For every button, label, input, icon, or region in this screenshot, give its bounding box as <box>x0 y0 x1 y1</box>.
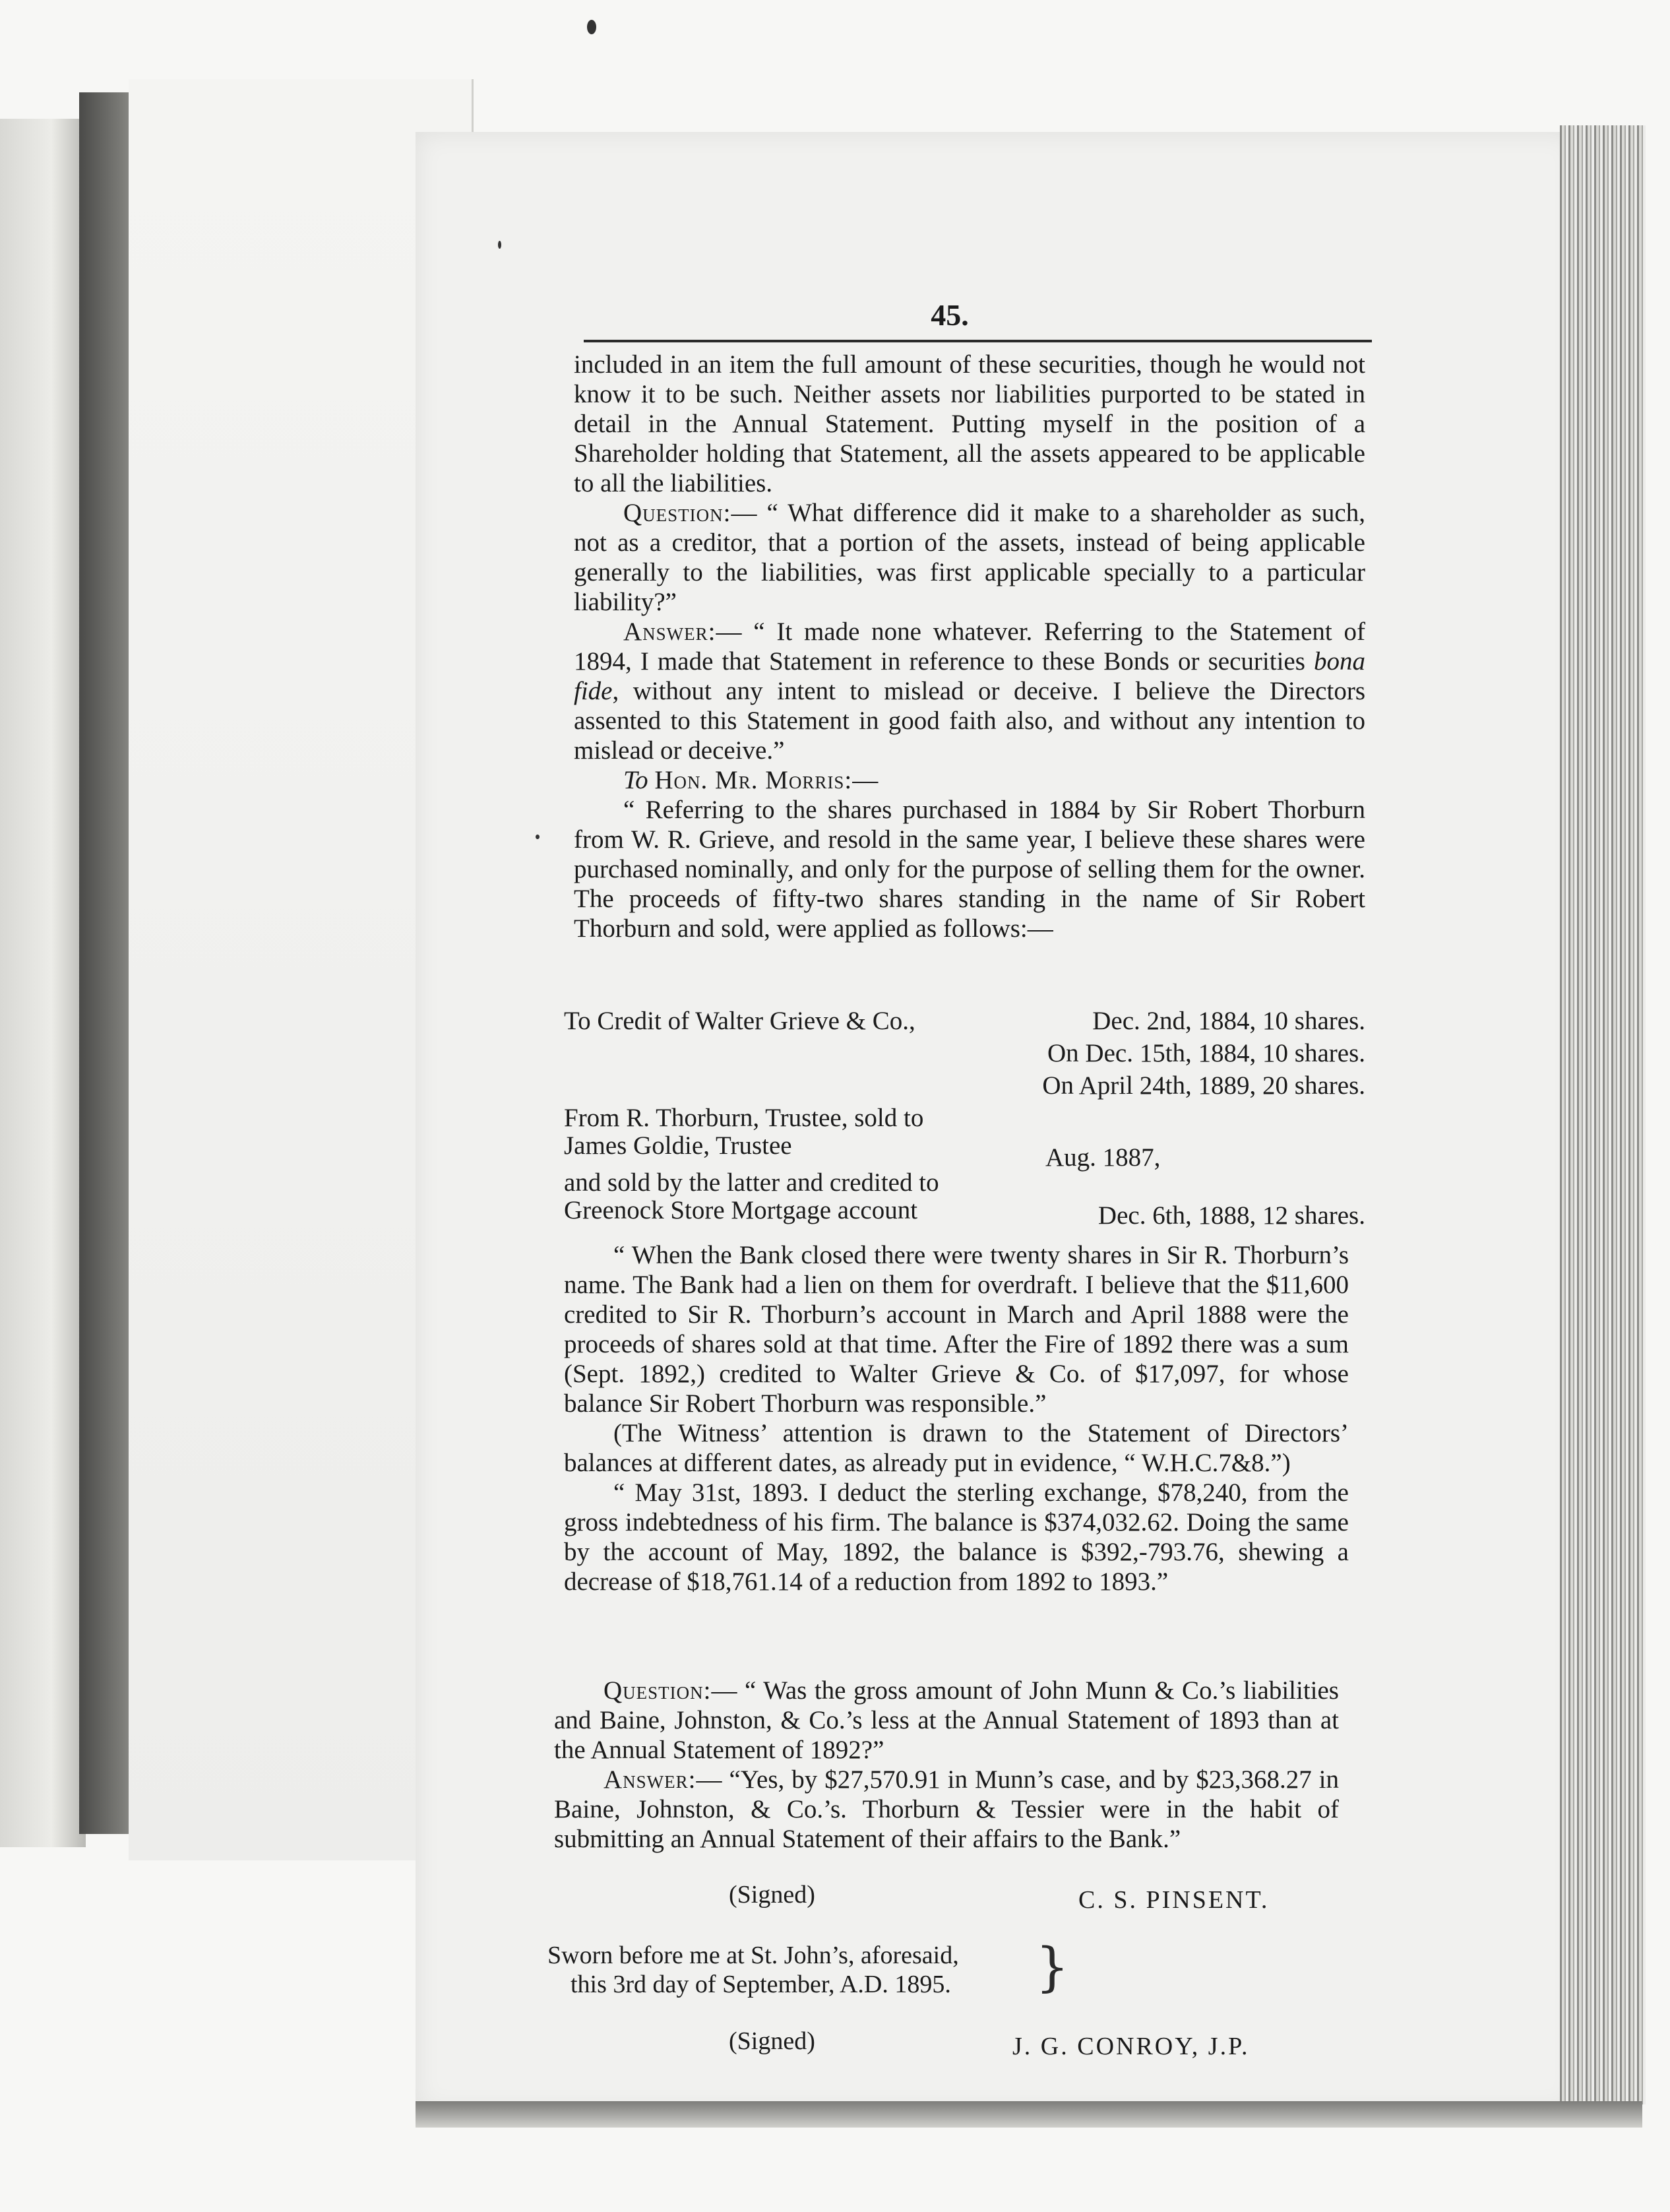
header-rule <box>584 340 1372 342</box>
body-text-middle <box>564 1240 1349 1596</box>
jp-signature: J. G. CONROY, J.P. <box>1012 2033 1250 2060</box>
credit-row <box>564 1038 1365 1071</box>
credit-row <box>564 1131 1365 1172</box>
credit-row-left: Greenock Store Mortgage account <box>564 1196 918 1224</box>
left-page-edge <box>0 119 86 1847</box>
signature-block <box>547 1880 1339 2098</box>
question-label: Question: <box>603 1676 712 1705</box>
question-paragraph <box>554 1676 1339 1765</box>
address-to: To <box>623 766 648 794</box>
paragraph: “ When the Bank closed there were twenty shares in Sir R. Thorburn’s name. The Bank had a lien on them for overdraft. I believe that the $11,600 credited to Sir R. Thorburn’s account in March and April 1888 were the proceeds of shares sold at that time. After the Fire of 1892 there was a sum (Sept. 1892,) credited to Walter Grieve & Co. of $17,097, for whose balance Sir Robert Thorburn was responsible.” <box>564 1241 1349 1418</box>
body-text-upper <box>574 350 1365 943</box>
credit-list <box>564 1006 1365 1228</box>
sworn-line: this 3rd day of September, A.D. 1895. <box>571 1971 951 1998</box>
credit-row <box>564 1006 1365 1038</box>
credit-row-left: From R. Thorburn, Trustee, sold to <box>564 1104 924 1132</box>
scan-speck <box>587 20 596 34</box>
answer-label: Answer: <box>623 617 716 646</box>
credit-row-left: James Goldie, Trustee <box>564 1131 792 1160</box>
paragraph: included in an item the full amount of these securities, though he would not know it to be such. Neither assets nor liabilities purported to be stated in detail in the Annual Statement. Putting myself in the position of a Shareholder holding that Statement, all the assets appeared to be applicable to all the liabilities. <box>574 350 1365 497</box>
credit-row-right: Dec. 2nd, 1884, 10 shares. <box>1092 1007 1365 1035</box>
bottom-edge-shadow <box>416 2101 1642 2128</box>
address-line <box>574 765 1365 795</box>
signed-label: (Signed) <box>729 2027 815 2055</box>
credit-row-right: On April 24th, 1889, 20 shares. <box>1042 1071 1365 1100</box>
credit-row-right: On Dec. 15th, 1884, 10 shares. <box>1047 1039 1365 1067</box>
paragraph: (The Witness’ attention is drawn to the Statement of Directors’ balances at different dates, as already put in evidence, “ W.H.C.7&8.”) <box>564 1419 1349 1477</box>
paragraph: “ Referring to the shares purchased in 1884 by Sir Robert Thorburn from W. R. Grieve, and resold in the same year, I believe these shares were purchased nominally, and only for the purpose of selling them for the owner. The proceeds of fifty-two shares standing in the name of Sir Robert Thorburn and sold, were applied as follows:— <box>574 796 1365 943</box>
answer-text: — “ It made none whatever. Referring to the Statement of 1894, I made that Statement in reference to these Bonds or securities <box>574 617 1365 676</box>
credit-row <box>564 1168 1365 1195</box>
signed-label: (Signed) <box>729 1881 815 1909</box>
answer-paragraph <box>574 617 1365 765</box>
page-block-edges <box>1560 125 1646 2104</box>
question-label: Question: <box>623 499 731 527</box>
brace-symbol: } <box>1036 1936 1069 1998</box>
paragraph: “ May 31st, 1893. I deduct the sterling exchange, $78,240, from the gross indebtedness of his firm. The balance is $374,032.62. Doing the same by the account of May, 1892, the balance is $392,-793.76, shewing a decrease of $18,761.14 of a reduction from 1892 to 1893.” <box>564 1478 1349 1596</box>
credit-row-date: Aug. 1887, <box>1045 1143 1161 1172</box>
credit-row-left: To Credit of Walter Grieve & Co., <box>564 1007 915 1035</box>
credit-row-right: Dec. 6th, 1888, 12 shares. <box>1098 1201 1365 1230</box>
answer-label: Answer: <box>603 1765 696 1794</box>
question-text: — “ What difference did it make to a shareholder as such, not as a creditor, that a portion of the assets, instead of being applicable generally to the liabilities, was first applicable specially to a particular liability?” <box>574 499 1365 616</box>
credit-row <box>564 1103 1365 1131</box>
question-text: — “ Was the gross amount of John Munn & Co.’s liabilities and Baine, Johnston, & Co.’s less at the Annual Statement of 1893 than at the Annual Statement of 1892?” <box>554 1676 1339 1764</box>
credit-row <box>564 1071 1365 1103</box>
answer-text: , without any intent to mislead or deceive. I believe the Directors assented to this Statement in good faith also, and without any intention to mislead or deceive.” <box>574 677 1365 765</box>
answer-text: — “Yes, by $27,570.91 in Munn’s case, and by $23,368.27 in Baine, Johnston, & Co.’s. Thorburn & Tessier were in the habit of submitting an Annual Statement of their affairs to the Bank.” <box>554 1765 1339 1853</box>
page-number: 45. <box>931 298 969 332</box>
italic-phrase: bona fide <box>574 647 1365 705</box>
address-name: Hon. Mr. Morris: <box>654 766 853 794</box>
question-paragraph <box>574 498 1365 617</box>
answer-paragraph <box>554 1765 1339 1854</box>
body-text-lower <box>554 1676 1339 1854</box>
scan-speck <box>498 241 501 249</box>
credit-row <box>564 1195 1365 1228</box>
scan-speck <box>536 835 540 839</box>
sworn-line: Sworn before me at St. John’s, aforesaid, <box>547 1942 959 1969</box>
address-dash: — <box>852 766 879 794</box>
credit-row-left: and sold by the latter and credited to <box>564 1168 939 1197</box>
witness-signature: C. S. PINSENT. <box>1078 1886 1270 1914</box>
